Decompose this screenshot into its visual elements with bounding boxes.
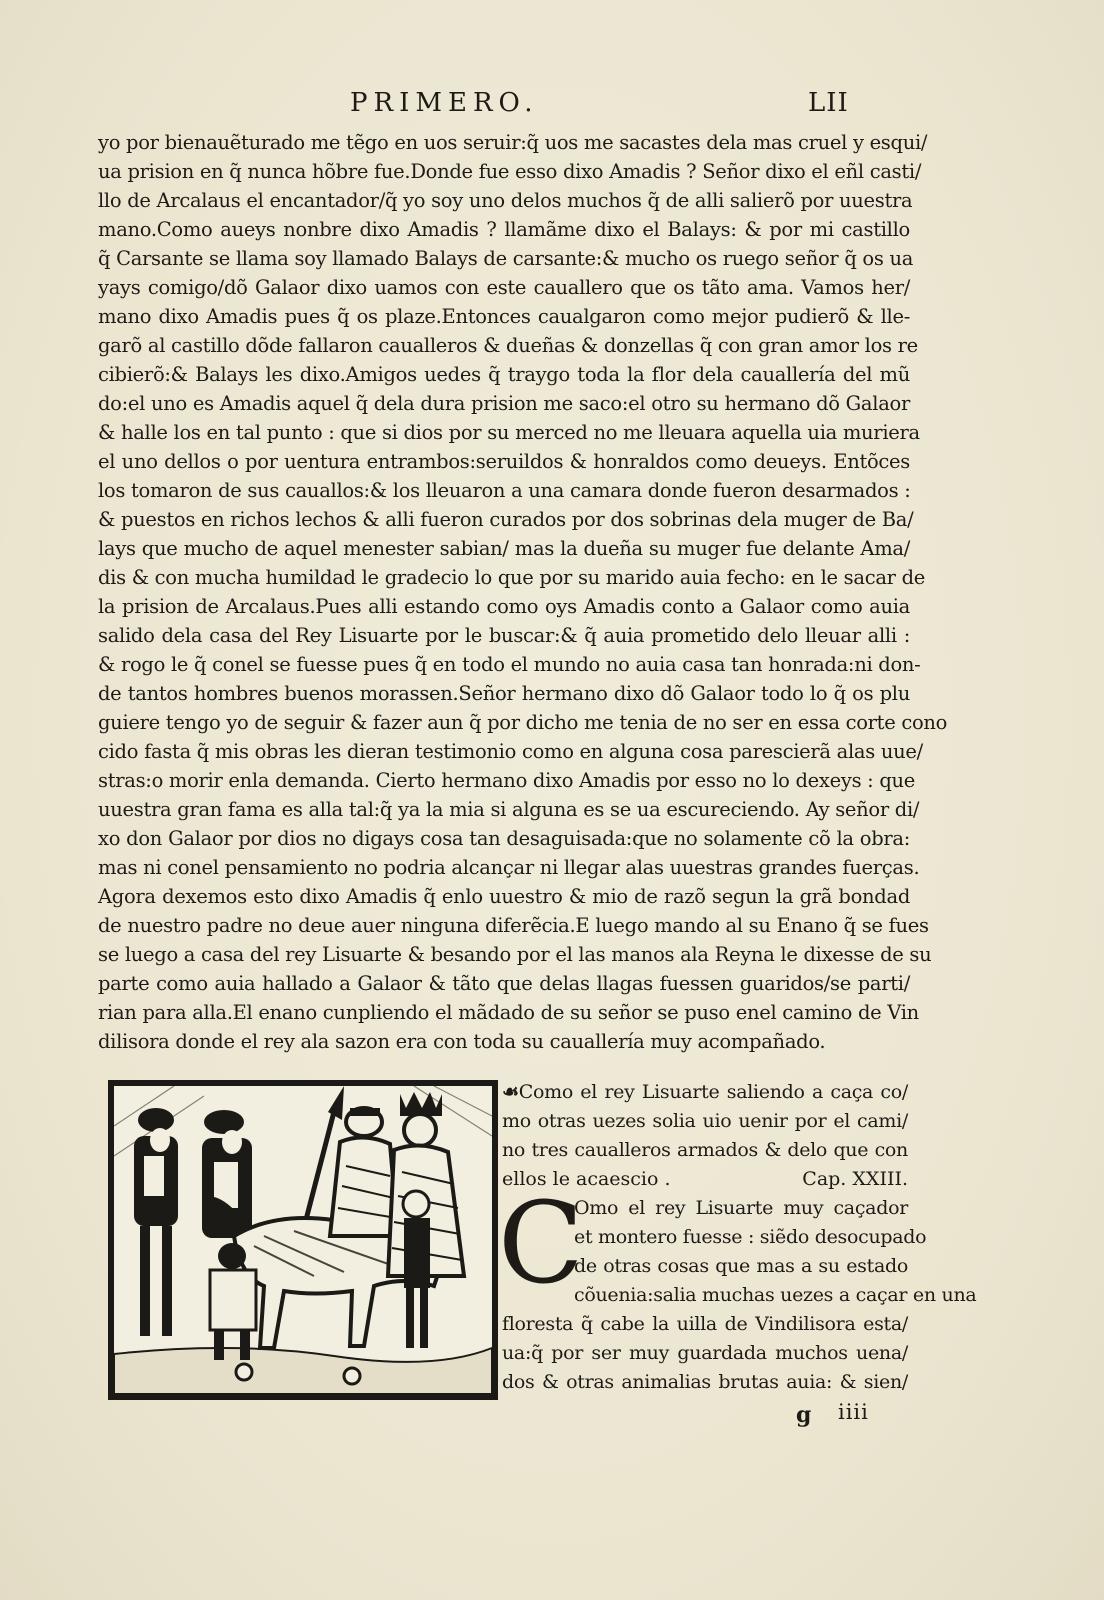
text-line: de tantos hombres buenos morassen.Señor hermano dixo dõ Galaor todo lo q̃ os plu: [98, 682, 910, 705]
text-line: Omo el rey Lisuarte muy caçador: [574, 1197, 908, 1219]
text-line: rian para alla.El enano cunpliendo el mãdado de su señor se puso enel camino de Vin: [98, 1001, 919, 1024]
text-line: se luego a casa del rey Lisuarte & besando por el las manos ala Reyna le dixesse de su: [98, 943, 932, 966]
text-line: salido dela casa del Rey Lisuarte por le buscar:& q̃ auia prometido delo lleuar alli :: [98, 624, 910, 647]
text-line: dis & con mucha humildad le gradecio lo que por su marido auia fecho: en le sacar de: [98, 566, 925, 589]
chapter-title-line: mo otras uezes solia uio uenir por el cami/: [502, 1110, 908, 1132]
chapter-title-text: ellos le acaescio .: [502, 1168, 671, 1190]
signature-number: iiii: [838, 1400, 869, 1424]
text-line: et montero fuesse : siẽdo desocupado: [574, 1226, 927, 1248]
chapter-number: Cap. XXIII.: [802, 1168, 908, 1190]
text-line: q̃ Carsante se llama soy llamado Balays de carsante:& mucho os ruego señor q̃ os ua: [98, 247, 914, 270]
text-line: yays comigo/dõ Galaor dixo uamos con este cauallero que os tãto ama. Vamos her/: [98, 276, 910, 299]
chapter-title-line: no tres caualleros armados & delo que con: [502, 1139, 908, 1161]
running-head: PRIMERO.: [350, 88, 539, 118]
text-line: lays que mucho de aquel menester sabian/ mas la dueña su muger fue delante Ama/: [98, 537, 910, 560]
page-header: [0, 88, 1104, 122]
text-line: xo don Galaor por dios no digays cosa tan desaguisada:que no solamente cõ la obra:: [98, 827, 910, 850]
text-line: floresta q̃ cabe la uilla de Vindilisora esta/: [502, 1313, 908, 1335]
text-line: llo de Arcalaus el encantador/q̃ yo soy uno delos muchos q̃ de alli salierõ por uuestra: [98, 189, 913, 212]
text-line: uuestra gran fama es alla tal:q̃ ya la mia si alguna es se ua escureciendo. Ay señor di/: [98, 798, 920, 821]
text-line: dilisora donde el rey ala sazon era con toda su cauallería muy acompañado.: [98, 1030, 826, 1053]
text-line: de nuestro padre no deue auer ninguna diferẽcia.E luego mando al su Enano q̃ se fues: [98, 914, 929, 937]
chapter-section: [498, 1078, 977, 1397]
text-line: cido fasta q̃ mis obras les dieran testimonio como en alguna cosa parescierã alas uue/: [98, 740, 923, 763]
text-line: parte como auia hallado a Galaor & tãto que delas llagas fuessen guaridos/se parti/: [98, 972, 910, 995]
text-line: yo por bienauẽturado me tẽgo en uos seruir:q̃ uos me sacastes dela mas cruel y esqui/: [98, 131, 928, 154]
chapter-title-text: Como el rey Lisuarte saliendo a caça co/: [518, 1081, 908, 1103]
text-line: dos & otras animalias brutas auia: & sien/: [502, 1371, 908, 1393]
text-line: & halle los en tal punto : que si dios por su merced no me lleuara aquella uia muriera: [98, 421, 920, 444]
signature-mark: g: [796, 1402, 812, 1428]
text-line: mano.Como aueys nonbre dixo Amadis ? llamãme dixo el Balays: & por mi castillo: [98, 218, 910, 241]
text-line: Agora dexemos esto dixo Amadis q̃ enlo uuestro & mio de razõ segun la grã bondad: [98, 885, 910, 908]
text-line: ua:q̃ por ser muy guardada muchos uena/: [502, 1342, 908, 1364]
text-line: & puestos en richos lechos & alli fueron curados por dos sobrinas dela muger de Ba/: [98, 508, 914, 531]
text-line: stras:o morir enla demanda. Cierto hermano dixo Amadis por esso no lo dexeys : que: [98, 769, 916, 792]
text-line: de otras cosas que mas a su estado: [574, 1255, 908, 1277]
woodcut-illustration-riders-icon: [114, 1086, 492, 1394]
text-line: cõuenia:salia muchas uezes a caçar en una: [574, 1284, 977, 1306]
drop-cap-initial: C: [498, 1179, 584, 1309]
text-line: garõ al castillo dõde fallaron caualleros & dueñas & donzellas q̃ con gran amor los re: [98, 334, 918, 357]
text-line: cibierõ:& Balays les dixo.Amigos uedes q̃ traygo toda la flor dela cauallería del mũ: [98, 363, 910, 386]
text-line: la prision de Arcalaus.Pues alli estando como oys Amadis conto a Galaor como auia: [98, 595, 910, 618]
text-line: guiere tengo yo de seguir & fazer aun q̃ por dicho me tenia de no ser en essa corte cono: [98, 711, 948, 734]
folio-number: LII: [808, 88, 849, 118]
text-line: mas ni conel pensamiento no podria alcançar ni llegar alas uuestras grandes fuerças.: [98, 856, 920, 879]
woodcut-illustration: [108, 1080, 498, 1400]
main-text-block: [98, 128, 948, 1056]
pilcrow-icon: ☙: [502, 1081, 519, 1103]
chapter-title-line: [502, 1078, 908, 1107]
text-line: el uno dellos o por uentura entrambos:seruildos & honraldos como deueys. Entõces: [98, 450, 910, 473]
text-line: los tomaron de sus cauallos:& los lleuaron a una camara donde fueron desarmados :: [98, 479, 911, 502]
text-line: mano dixo Amadis pues q̃ os plaze.Entonces caualgaron como mejor pudierõ & lle-: [98, 305, 910, 328]
text-line: do:el uno es Amadis aquel q̃ dela dura prision me saco:el otro su hermano dõ Galaor: [98, 392, 910, 415]
text-line: & rogo le q̃ conel se fuesse pues q̃ en todo el mundo no auia casa tan honrada:ni don-: [98, 653, 921, 676]
text-line: ua prision en q̃ nunca hõbre fue.Donde fue esso dixo Amadis ? Señor dixo el eñl casti/: [98, 160, 922, 183]
